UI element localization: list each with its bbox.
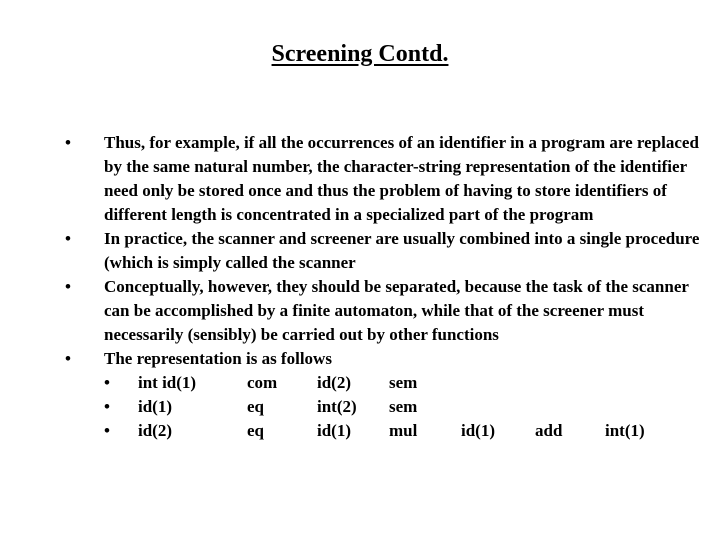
token-cell: sem bbox=[389, 397, 418, 416]
bullet-body bbox=[104, 347, 700, 443]
bullet-icon: • bbox=[65, 349, 71, 368]
bullet-item bbox=[60, 347, 700, 443]
token-cell: int id(1) bbox=[138, 373, 197, 392]
token-cell bbox=[461, 371, 535, 395]
representation-row bbox=[104, 395, 700, 419]
token-cell: int(2) bbox=[317, 397, 357, 416]
token-cell: mul bbox=[389, 421, 418, 440]
token-cell: com bbox=[247, 373, 278, 392]
bullet-text: The representation is as follows bbox=[104, 349, 332, 368]
token-cell bbox=[605, 395, 665, 419]
token-cell bbox=[605, 371, 665, 395]
representation-row bbox=[104, 419, 700, 443]
bullet-item bbox=[60, 275, 700, 347]
token-cell: sem bbox=[389, 373, 418, 392]
token-cell: eq bbox=[247, 421, 264, 440]
sub-bullet-icon: • bbox=[104, 397, 110, 416]
token-cell: id(1) bbox=[461, 421, 495, 440]
sub-bullet-icon: • bbox=[104, 373, 110, 392]
bullet-item bbox=[60, 227, 700, 275]
token-cell: add bbox=[535, 421, 563, 440]
token-cell bbox=[535, 395, 605, 419]
bullet-text: Conceptually, however, they should be separated, because the task of the scanner can be accomplished by a finite automaton, while that of the screener must necessarily (sensibly) be carried out by other functions bbox=[104, 277, 689, 344]
bullet-list bbox=[60, 131, 700, 443]
bullet-icon: • bbox=[65, 229, 71, 248]
token-cell: id(1) bbox=[138, 397, 172, 416]
token-cell: eq bbox=[247, 397, 264, 416]
token-cell: id(1) bbox=[317, 421, 351, 440]
sub-bullet-icon: • bbox=[104, 421, 110, 440]
bullet-text: In practice, the scanner and screener are usually combined into a single procedure (which is simply called the scanner bbox=[104, 229, 700, 272]
slide-title: Screening Contd. bbox=[271, 41, 449, 67]
token-cell bbox=[535, 371, 605, 395]
token-cell bbox=[461, 395, 535, 419]
token-cell: id(2) bbox=[317, 373, 351, 392]
bullet-item bbox=[60, 131, 700, 227]
bullet-text: Thus, for example, if all the occurrences of an identifier in a program are replaced by the same natural number, the character-string representation of the identifier need only be stored once and thus the problem of having to store identifiers of different length is concentrated in a specialized part of the program bbox=[104, 133, 699, 224]
representation-row bbox=[104, 371, 700, 395]
bullet-icon: • bbox=[65, 133, 71, 152]
token-cell: id(2) bbox=[138, 421, 172, 440]
token-cell: int(1) bbox=[605, 421, 645, 440]
bullet-icon: • bbox=[65, 277, 71, 296]
